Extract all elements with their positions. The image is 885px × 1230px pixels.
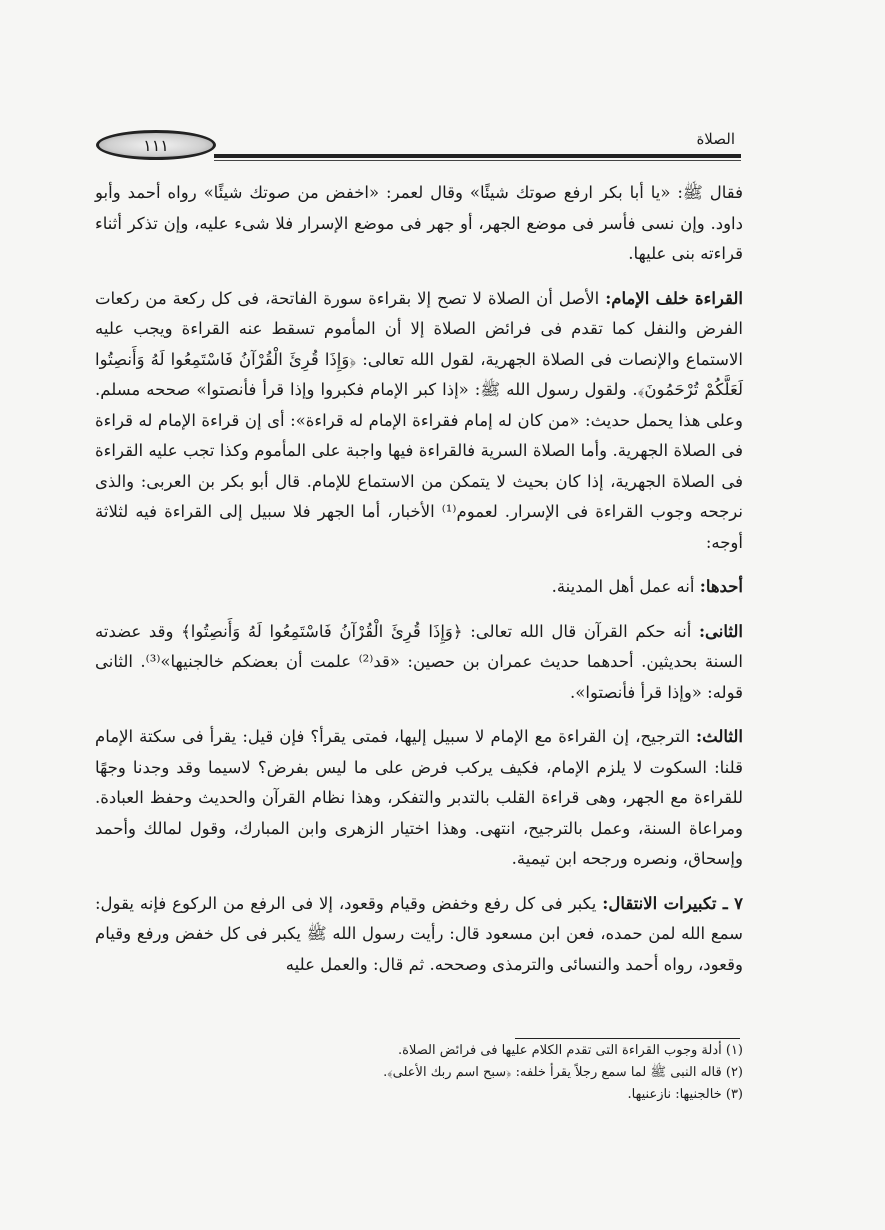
paragraph-text: أنه عمل أهل المدينة. (551, 577, 700, 596)
paragraph (95, 617, 743, 709)
page-header (96, 130, 741, 164)
chapter-title: الصلاة (696, 130, 735, 148)
footnote-item: (٣) خالجنيها: نازعنيها. (627, 1087, 743, 1102)
footnotes (95, 1040, 743, 1106)
paragraph-text: أنه حكم القرآن قال الله تعالى: ﴿وَإِذَا قُرِئَ الْقُرْآنُ فَاسْتَمِعُوا لَهُ وَأَنصِتُوا﴾ وقد عضدته السنة بحديثين. أحدهما حديث عمران بن حصين: «قد⁽²⁾ علمت أن بعضكم خالجنيها»⁽³⁾. الثانى قوله: «وإذا قرأ فأنصتوا». (95, 621, 743, 702)
main-text (95, 178, 743, 980)
footnote-separator (515, 1038, 740, 1039)
paragraph (95, 572, 743, 603)
paragraph (95, 889, 743, 981)
paragraph-text: يكبر فى كل رفع وخفض وقيام وقعود، إلا فى الرفع من الركوع فإنه يقول: سمع الله لمن حمده، فعن ابن مسعود قال: رأيت رسول الله ﷺ يكبر فى كل خفض ورفع وقيام وقعود، رواه أحمد والنسائى والترمذى وصححه. ثم قال: والعمل عليه (95, 893, 743, 974)
paragraph-text: فقال ﷺ: «يا أبا بكر ارفع صوتك شيئًا» وقال لعمر: «اخفض من صوتك شيئًا» رواه أحمد وأبو داود. وإن نسى فأسر فى موضع الجهر، أو جهر فى موضع الإسرار فلا شىء عليه، وإن تذكر أثناء قراءته بنى عليها. (95, 183, 743, 263)
footnote-item: (١) أدلة وجوب القراءة التى تقدم الكلام عليها فى فرائض الصلاة. (398, 1043, 743, 1058)
paragraph-heading: الثالث: (696, 727, 743, 746)
paragraph-heading: الثانى: (698, 621, 743, 641)
paragraph-text: الأصل أن الصلاة لا تصح إلا بقراءة سورة الفاتحة، فى كل ركعة من ركعات الفرض والنفل كما تقدم فى فرائض الصلاة إلا أن المأموم تسقط عنه القراءة ويجب عليه الاستماع والإنصات فى الصلاة الجهرية، لقول الله تعالى: ﴿وَإِذَا قُرِئَ الْقُرْآنُ فَاسْتَمِعُوا لَهُ وَأَنصِتُوا لَعَلَّكُمْ تُرْحَمُونَ﴾. ولقول رسول الله ﷺ: «إذا كبر الإمام فكبروا وإذا قرأ فأنصتوا» صححه مسلم. وعلى هذا يحمل حديث: «من كان له إمام فقراءة الإمام له قراءة»: أى إن قراءة الإمام له قراءة فى الصلاة الجهرية. وأما الصلاة السرية فالقراءة فيها واجبة على المأموم وكذا تجب عليه القراءة فى الصلاة الجهرية، إذا كان بحيث لا يتمكن من الاستماع للإمام. قال أبو بكر بن العربى: والذى نرجحه وجوب القراءة فى الإسرار. لعموم⁽¹⁾ الأخبار، أما الجهر فلا سبيل إلى القراءة فيه لثلاثة أوجه: (95, 288, 743, 552)
paragraph (95, 722, 743, 875)
footnote-item: (٢) قاله النبى ﷺ لما سمع رجلاً يقرأ خلفه: ﴿سبح اسم ربك الأعلى﴾. (383, 1065, 743, 1080)
header-rule (214, 154, 741, 158)
paragraph-text: الترجيح، إن القراءة مع الإمام لا سبيل إليها، فمتى يقرأ؟ فإن قيل: يقرأ فى سكتة الإمام قلنا: السكوت لا يلزم الإمام، فكيف يركب فرض على ما ليس بفرض؟ لاسيما وقد وجدنا وجهًا للقراءة مع الجهر، وهى قراءة القلب بالتدبر والتفكر، وهذا نظام القرآن والحديث وحفظ العبادة. ومراعاة السنة، وعمل بالترجيح، انتهى. وهذا اختيار الزهرى وابن المبارك، وقول لمالك وأحمد وإسحاق، ونصره ورجحه ابن تيمية. (95, 727, 743, 868)
paragraph-heading: ٧ ـ تكبيرات الانتقال: (602, 893, 743, 913)
paragraph-heading: القراءة خلف الإمام: (605, 288, 743, 308)
header-rule-thin (214, 160, 741, 161)
paragraph (95, 284, 743, 559)
page-number: ١١١ (143, 135, 169, 155)
page-number-badge (96, 130, 216, 160)
paragraph (95, 178, 743, 270)
paragraph-heading: أحدها: (699, 577, 743, 596)
